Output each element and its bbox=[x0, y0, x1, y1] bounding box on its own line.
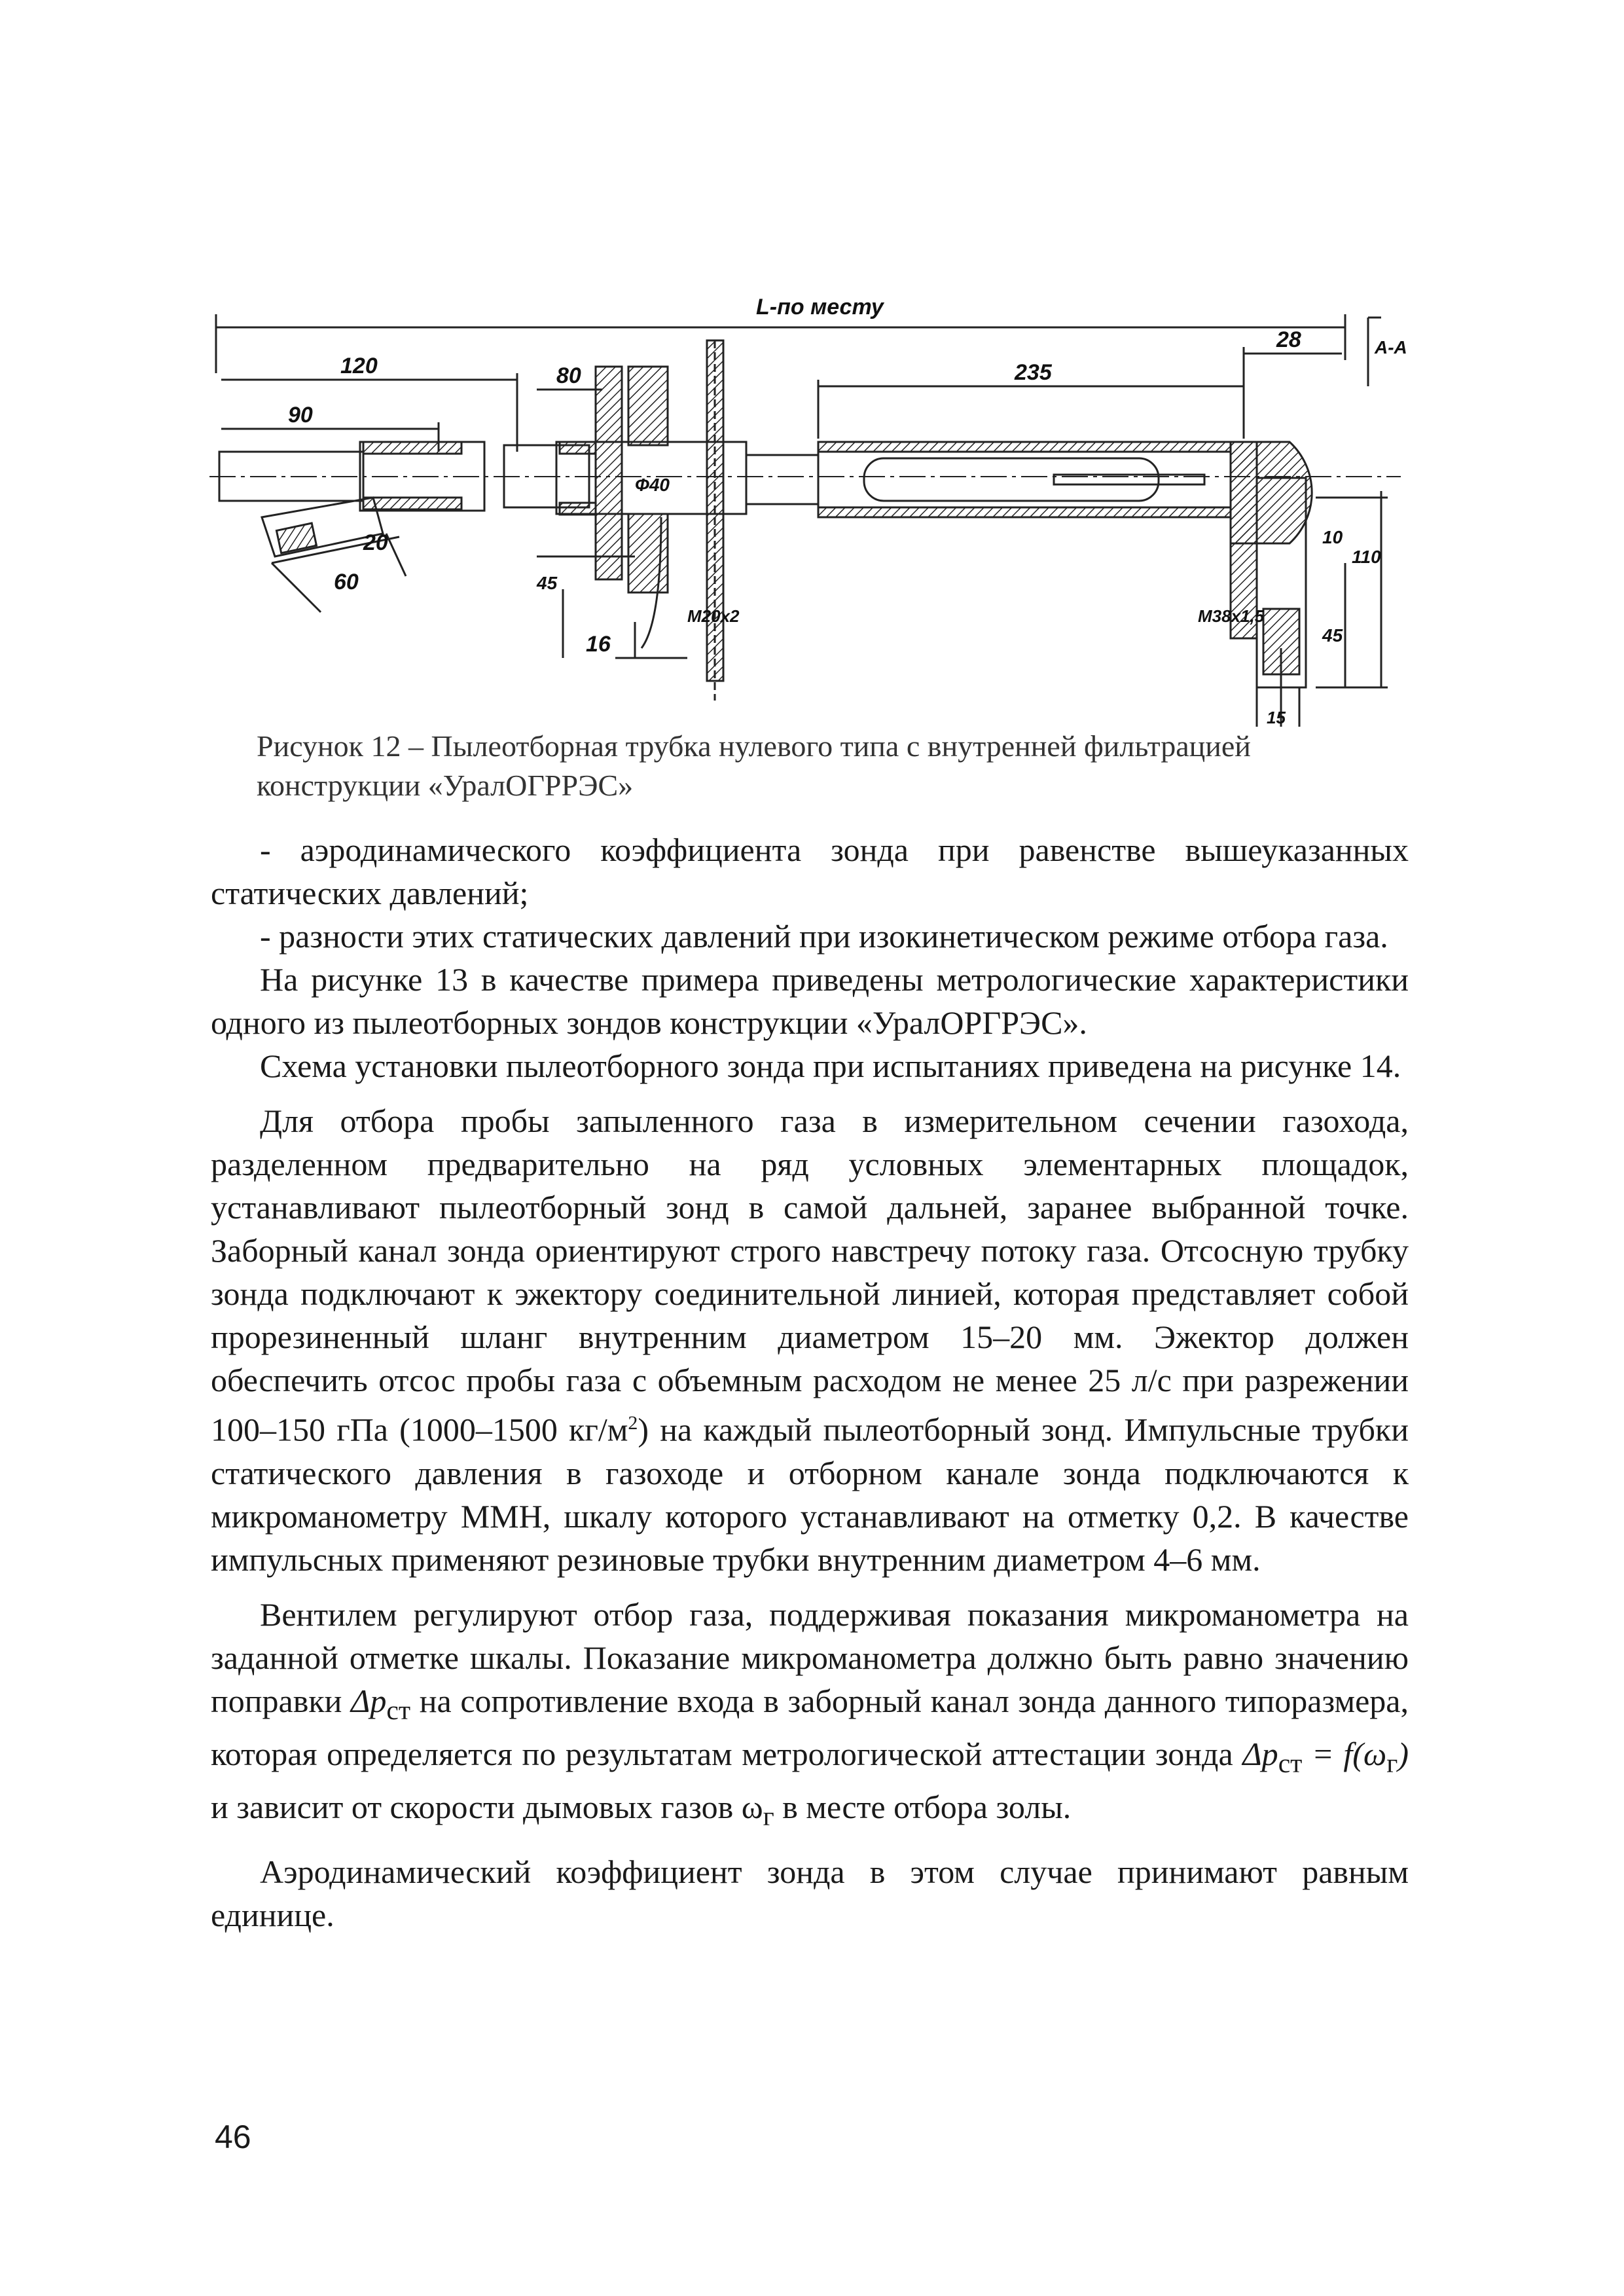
dim-90: 90 bbox=[288, 403, 313, 428]
dim-45: 45 bbox=[537, 573, 558, 593]
dim-60: 60 bbox=[334, 570, 359, 594]
dim-45b: 45 bbox=[1322, 625, 1343, 646]
formula: = f(ω bbox=[1302, 1735, 1387, 1772]
dim-28: 28 bbox=[1276, 327, 1301, 352]
paragraph: На рисунке 13 в качестве примера приведены метрологические характеристики одного из пылеотборных зондов конструкции «УралОРГРЭС». bbox=[211, 961, 1409, 1041]
paragraph-text: на сопротивление входа в заборный канал зонда данного типоразмера, которая определяется по результатам метрологической аттестации зонда bbox=[211, 1682, 1409, 1772]
paragraph-text: ) на каждый пылеотборный зонд. Импульсные трубки статического давления в газоходе и отборном канале зонда подключаются к микроманометру ММН, шкалу которого устанавливают на отметку 0,2. В качестве импульсных применяют резиновые трубки внутренним диаметром 4–6 мм. bbox=[211, 1411, 1409, 1578]
subscript: г bbox=[1386, 1748, 1398, 1779]
dim-120: 120 bbox=[340, 354, 378, 378]
formula: Δp bbox=[351, 1682, 387, 1719]
paragraph-text: Для отбора пробы запыленного газа в измерительном сечении газохода, разделенном предварительно на ряд условных элементарных площадок, устанавливают пылеотборный зонд в самой дальней, заранее выбранной точке. Заборный канал зонда ориентируют строго навстречу потоку газа. Отсосную трубку зонда подключают к эжектору соединительной линией, которая представляет собой прорезиненный шланг внутренним диаметром 15–20 мм. Эжектор должен обеспечить отсос пробы газа с объемным расходом не менее 25 л/с при разрежении 100–150 гПа (1000–1500 кг/м bbox=[211, 1102, 1409, 1448]
subscript: ст bbox=[1278, 1748, 1303, 1779]
paragraph-text: Вентилем регулируют отбор газа, поддерживая показания микроманометра на заданной отметке шкалы. Показание микроманометра должно быть равно значению поправки bbox=[211, 1595, 1409, 1719]
probe-technical-drawing bbox=[209, 282, 1414, 733]
dim-10: 10 bbox=[1322, 527, 1343, 547]
paragraph bbox=[211, 1099, 1409, 1581]
dim-20: 20 bbox=[363, 530, 388, 555]
list-item: - разности этих статических давлений при изокинетическом режиме отбора газа. bbox=[260, 918, 1388, 955]
body-text bbox=[211, 828, 1409, 1937]
figure-caption: Рисунок 12 – Пылеотборная трубка нулевого типа с внутренней фильтрацией конструкции «УралОГРРЭС» bbox=[257, 729, 1251, 802]
formula: Δp bbox=[1242, 1735, 1278, 1772]
dim-m20: М20х2 bbox=[687, 606, 740, 626]
paragraph-text: и зависит от скорости дымовых газов ω bbox=[211, 1788, 763, 1825]
subscript: ст bbox=[386, 1695, 411, 1726]
formula: ) bbox=[1398, 1735, 1409, 1772]
dim-16: 16 bbox=[586, 632, 611, 657]
paragraph: Схема установки пылеотборного зонда при испытаниях приведена на рисунке 14. bbox=[260, 1048, 1401, 1084]
dim-L: L-по месту bbox=[756, 295, 884, 319]
superscript: 2 bbox=[628, 1412, 638, 1434]
dim-110: 110 bbox=[1352, 547, 1381, 567]
dim-m38: М38х1,5 bbox=[1198, 606, 1265, 626]
paragraph bbox=[211, 1593, 1409, 1838]
figure-12-drawing bbox=[209, 282, 1414, 733]
list-item: - аэродинамического коэффициента зонда при равенстве вышеуказанных статических давлений; bbox=[211, 831, 1409, 911]
dim-d40: Ф40 bbox=[635, 475, 670, 495]
paragraph: Аэродинамический коэффициент зонда в этом случае принимают равным единице. bbox=[211, 1853, 1409, 1933]
section-A-A: А-А bbox=[1375, 337, 1407, 357]
dim-235: 235 bbox=[1015, 360, 1052, 385]
paragraph-text: в месте отбора золы. bbox=[774, 1788, 1072, 1825]
page-number: 46 bbox=[215, 2119, 251, 2155]
dim-80: 80 bbox=[556, 363, 581, 388]
subscript: г bbox=[763, 1801, 774, 1832]
dim-15: 15 bbox=[1267, 708, 1286, 727]
